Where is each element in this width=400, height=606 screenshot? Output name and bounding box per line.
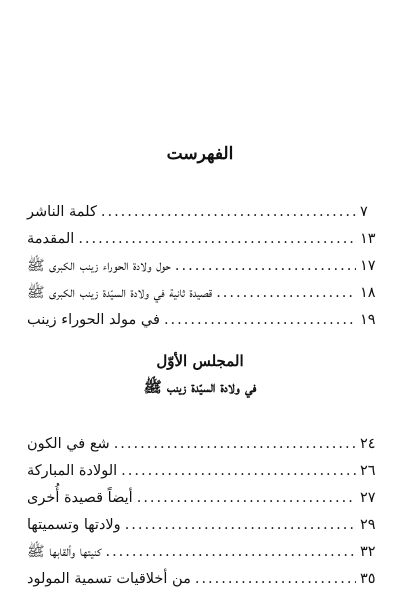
toc-entry-label: كنيتها وألقابها ﷺ <box>27 544 102 560</box>
toc-entry <box>27 459 380 483</box>
toc-entry-label: الولادة المباركة <box>27 463 118 479</box>
toc-entry <box>27 540 380 564</box>
leader-dots <box>101 200 356 224</box>
toc-entry-page: ١٣ <box>360 231 376 247</box>
toc-title: الفهرست <box>166 144 234 164</box>
toc-entry-page: ١٨ <box>360 285 376 301</box>
toc-entry-page: ٢٤ <box>360 436 376 452</box>
toc-entry-page: ٣٢ <box>360 544 376 560</box>
toc-entry-page: ٣٥ <box>360 571 376 587</box>
leader-dots <box>125 513 356 537</box>
majlis-title: المجلس الأوّل <box>156 352 244 370</box>
leader-dots <box>114 432 356 456</box>
toc-entry-label: أيضاً قصيدة أُخرى <box>27 490 133 506</box>
toc-entry-label: كلمة الناشر <box>27 204 97 220</box>
leader-dots <box>195 567 356 591</box>
toc-entry <box>27 308 380 332</box>
toc-entry <box>27 486 380 510</box>
toc-entry-label: قصيدة ثانية في ولادة السيّدة زينب الكبرى ﷺ <box>27 285 213 301</box>
toc-entry-page: ١٩ <box>360 312 376 328</box>
toc-entry <box>27 281 380 305</box>
leader-dots <box>137 486 356 510</box>
toc-entry-label: المقدمة <box>27 231 75 247</box>
toc-entry <box>27 254 380 278</box>
toc-entry-page: ٢٩ <box>360 517 376 533</box>
majlis-subtitle: في ولادة السيّدة زينب ﷺ <box>143 378 257 396</box>
toc-entry <box>27 513 380 537</box>
toc-entry <box>27 567 380 591</box>
toc-entry-page: ٢٧ <box>360 490 376 506</box>
toc-entry <box>27 227 380 251</box>
toc-entry <box>27 200 380 224</box>
leader-dots <box>121 459 356 483</box>
toc-entry-label: حول ولادة الحوراء زينب الكبرى ﷺ <box>27 258 171 274</box>
leader-dots <box>216 281 356 305</box>
toc-entry-label: من أخلاقيات تسمية المولود <box>27 571 191 587</box>
toc-entry-label: في مولد الحوراء زينب <box>27 312 160 328</box>
toc-entry-page: ٢٦ <box>360 463 376 479</box>
leader-dots <box>175 254 356 278</box>
toc-entry-page: ٧ <box>360 204 368 220</box>
toc-entry <box>27 432 380 456</box>
toc-entry-page: ١٧ <box>360 258 376 274</box>
toc-entry-label: شع في الكون <box>27 436 110 452</box>
leader-dots <box>78 227 356 251</box>
leader-dots <box>164 308 356 332</box>
leader-dots <box>105 540 356 564</box>
toc-entry-label: ولادتها وتسميتها <box>27 517 121 533</box>
